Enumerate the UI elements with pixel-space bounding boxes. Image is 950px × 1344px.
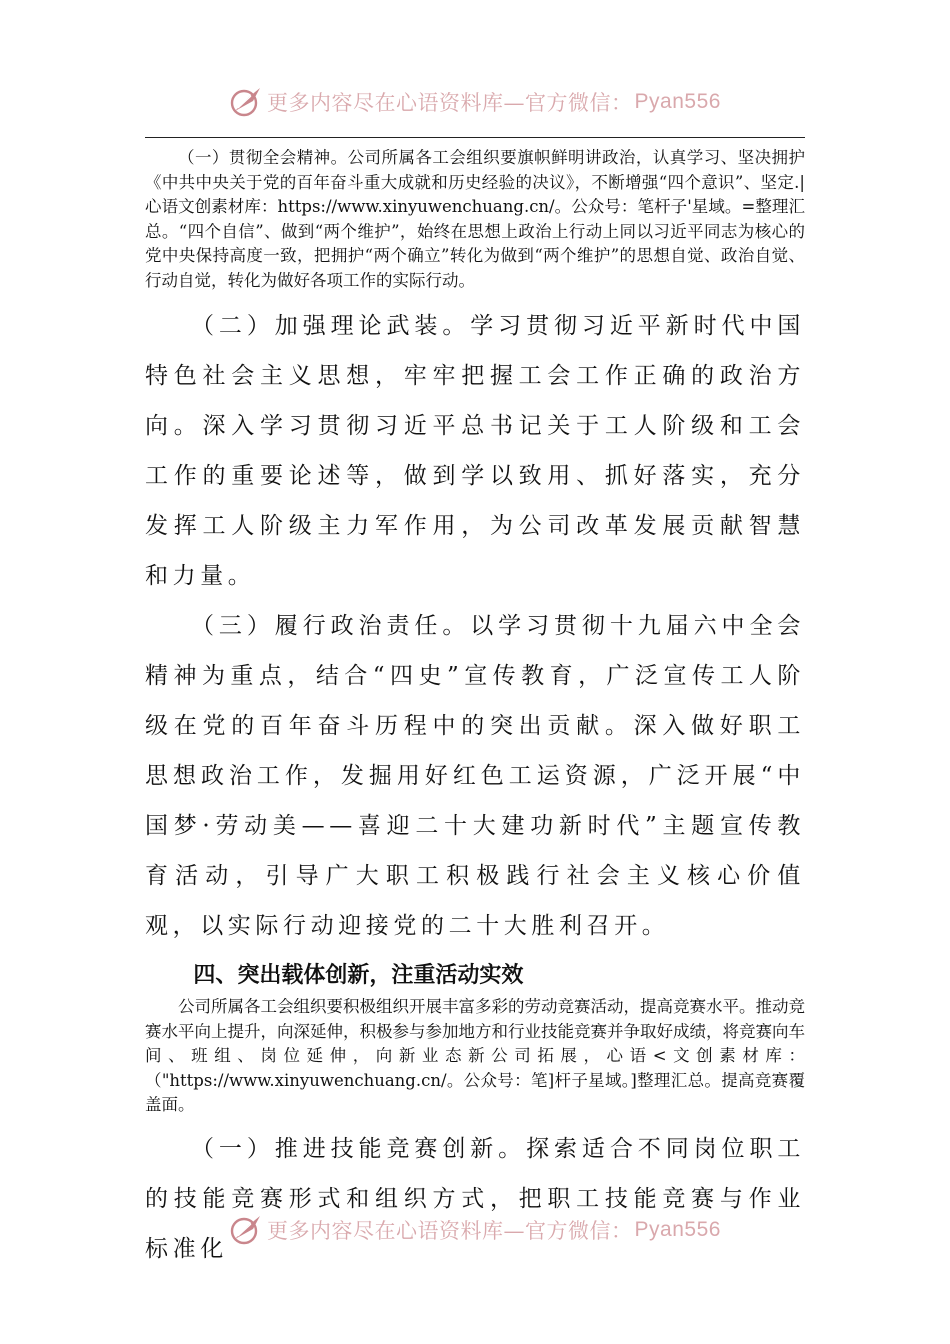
banner-text: 更多内容尽在心语资料库—官方微信： xyxy=(267,91,633,115)
document-body xyxy=(145,146,805,1274)
quill-pen-logo-icon xyxy=(229,85,263,119)
quill-pen-logo-icon xyxy=(229,1213,263,1247)
header-rule xyxy=(145,137,805,138)
banner-text: 更多内容尽在心语资料库—官方微信： xyxy=(267,1219,633,1243)
section-heading: 四、突出载体创新，注重活动实效 xyxy=(193,963,524,988)
paragraph-2: （二）加强理论武装。学习贯彻习近平新时代中国特色社会主义思想，牢牢把握工会工作正确的政治方向。深入学习贯彻习近平总书记关于工人阶级和工会工作的重要论述等，做到学以致用、抓好落实，充分发挥工人阶级主力军作用，为公司改革发展贡献智慧和力量。 xyxy=(145,313,805,589)
paragraph-4: 公司所属各工会组织要积极组织开展丰富多彩的劳动竞赛活动，提高竞赛水平。推动竞赛水平向上提升，向深延伸，积极参与参加地方和行业技能竞赛并争取好成绩，将竞赛向车间、班组、岗位延伸，向新业态新公司拓展，心语<文创素材库：（"https://www.xinyuwenchuang.cn/。公众号：笔]杆子星域。]整理汇总。提高竞赛覆盖面。 xyxy=(145,997,805,1114)
header-banner xyxy=(0,82,950,122)
paragraph-5: （一）推进技能竞赛创新。探索适合不同岗位职工的技能竞赛形式和组织方式，把职工技能竞赛与作业标准化 xyxy=(145,1135,805,1262)
footer-banner xyxy=(0,1210,950,1250)
banner-wechat: Pyan556 xyxy=(634,90,721,113)
paragraph-3: （三）履行政治责任。以学习贯彻十九届六中全会精神为重点，结合“四史”宣传教育，广泛宣传工人阶级在党的百年奋斗历程中的突出贡献。深入做好职工思想政治工作，发掘用好红色工运资源，广泛开展“中国梦·劳动美——喜迎二十大建功新时代”主题宣传教育活动，引导广大职工积极践行社会主义核心价值观，以实际行动迎接党的二十大胜利召开。 xyxy=(145,613,805,939)
paragraph-1: （一）贯彻全会精神。公司所属各工会组织要旗帜鲜明讲政治，认真学习、坚决拥护《中共中央关于党的百年奋斗重大成就和历史经验的决议》，不断增强“四个意识”、坚定.|心语文创素材库：https://www.xinyuwenchuang.cn/。公众号：笔杆子'星域。=整理汇总。“四个自信”、做到“两个维护”，始终在思想上政治上行动上同以习近平同志为核心的党中央保持高度一致，把拥护“两个确立”转化为做到“两个维护”的思想自觉、政治自觉、行动自觉，转化为做好各项工作的实际行动。 xyxy=(145,148,805,290)
banner-wechat: Pyan556 xyxy=(634,1218,721,1241)
